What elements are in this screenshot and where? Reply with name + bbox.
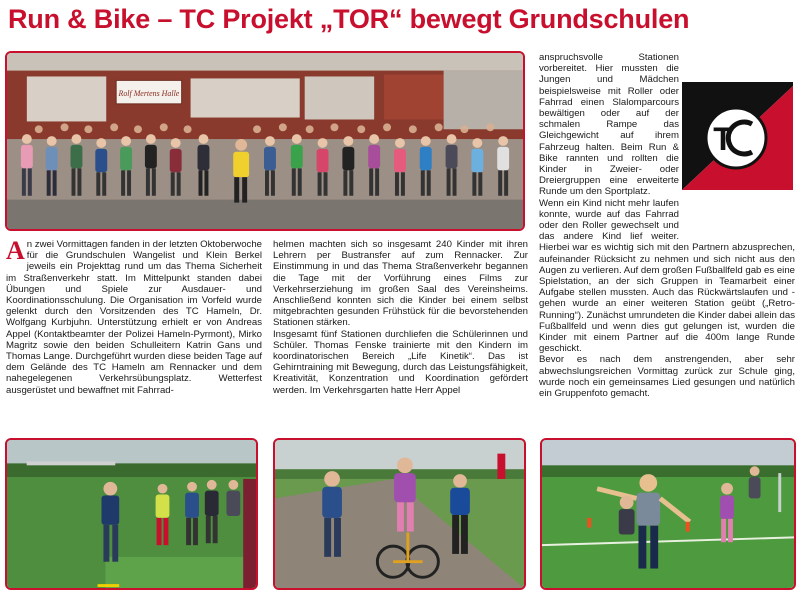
drop-cap: A (6, 236, 25, 265)
column-3-paragraph-2: Wenn ein Kind nicht mehr laufen konnte, wurde auf das Fahrrad oder den Roller gewechselt und das andere Kind lief weiter. Hierbei war es wichtig sich mit den Partnern abzusprechen, aufeinander Rücksicht zu nehmen und sich nicht aus den Augen zu verlieren. Auf dem großen Fußballfeld gab es eine Spielstation, an der sich Gruppen in Teamarbeit einer Aufgabe stellen mussten. Auch das Rückwärtslaufen und -gehen wurde an einer weiteren Station geübt („Retro-Running“). Zunächst umrundeten die Kinder dabei allein das Fußballfeld und wenn dies gut gelungen ist, wurden die Kinder mit einem Partner auf die 400m lange Runde geschickt. (539, 197, 795, 355)
column-2-paragraph-2: Insgesamt fünf Stationen durchliefen die Schülerinnen und Schüler. Thomas Fenske trainierte mit den Kindern im koordinatorischen Bereich „Life Kinetik“. Das ist Gehirntraining mit Bewegung, durch das Leistungsfähigkeit, Kreativität, Konzentration und Koordination gefördert werden. Im Verkehrsgarten hatte Herr Appel (273, 328, 528, 396)
hall-sign-text: Rolf Mertens Halle (118, 89, 180, 99)
column-2-paragraph-1: helmen machten sich so insgesamt 240 Kinder mit ihren Lehrern per Bustransfer auf zum Rennacker. Zur Einstimmung in und das Thema Straßenverkehr begannen die Tage mit der Vorführung eines Films zur Verkehrserziehung im großen Saal des Vereinsheims. Anschließend konnten sich die Kinder bei einem selbst mitgebrachten gesunden Frühstück für die bevorstehenden Stationen stärken. (273, 239, 528, 329)
article-column-3 (539, 52, 795, 399)
tc-logo-t: T (713, 121, 733, 157)
column-3-paragraph-3: Bevor es nach dem anstrengenden, aber sehr abwechslungsreichen Vormittag zurück zur Schule ging, wurde noch ein gemeinsames Lied gesungen und natürlich ein Gruppenfoto gemacht. (539, 354, 795, 400)
group-photo (5, 51, 525, 231)
column-3-paragraph-1: anspruchsvolle Stationen vorbereitet. Hier mussten die Jungen und Mädchen beispielsweise mit Roller oder Fahrrad einen Slalomparcours bewältigen oder auf der schmalen Rampe das Gleichgewicht auf ihrem Fahrzeug halten. Beim Run & Bike rannten und rollten die Kinder in Zweier- oder Dreiergruppen eine erweiterte Runde um den Sportplatz. (539, 52, 679, 198)
article-column-2 (273, 239, 528, 396)
photo-bottom-left (5, 438, 258, 590)
photo-bottom-middle (273, 438, 526, 590)
photo-bottom-right (540, 438, 796, 590)
column-1-text: n zwei Vormittagen fanden in der letzten Oktoberwoche für die Grundschulen Wangelist und Klein Berkel jeweils ein Projekttag rund um das Thema Sicherheit im Straßenverkehr statt. Im Mittelpunkt standen dabei Übungen und Spiele zur Ausdauer- und Koordinationsschulung. Die Organisation im Vorfeld wurde gelenkt durch den Vorsitzenden des TC Hameln, Dr. Wolfgang Kurbjuhn. Unterstützung erhielt er von Andreas Appel (Kontaktbeamter der Polizei Hameln-Pyrmont), Mirko Magritz sowie den beiden Schulleitern Katrin Gans und Thomas Lange. Durchgeführt wurden diese beiden Tage auf dem Gelände des TC Hameln am Rennacker und dem nahegelegenen Verkehrsübungsplatz. Wetterfest ausgerüstet und bewaffnet mit Fahrrad- (6, 239, 262, 396)
group-photo-image (7, 53, 523, 229)
article-title: Run & Bike – TC Projekt „TOR“ bewegt Grundschulen (8, 4, 690, 34)
article-column-1 (6, 236, 262, 396)
